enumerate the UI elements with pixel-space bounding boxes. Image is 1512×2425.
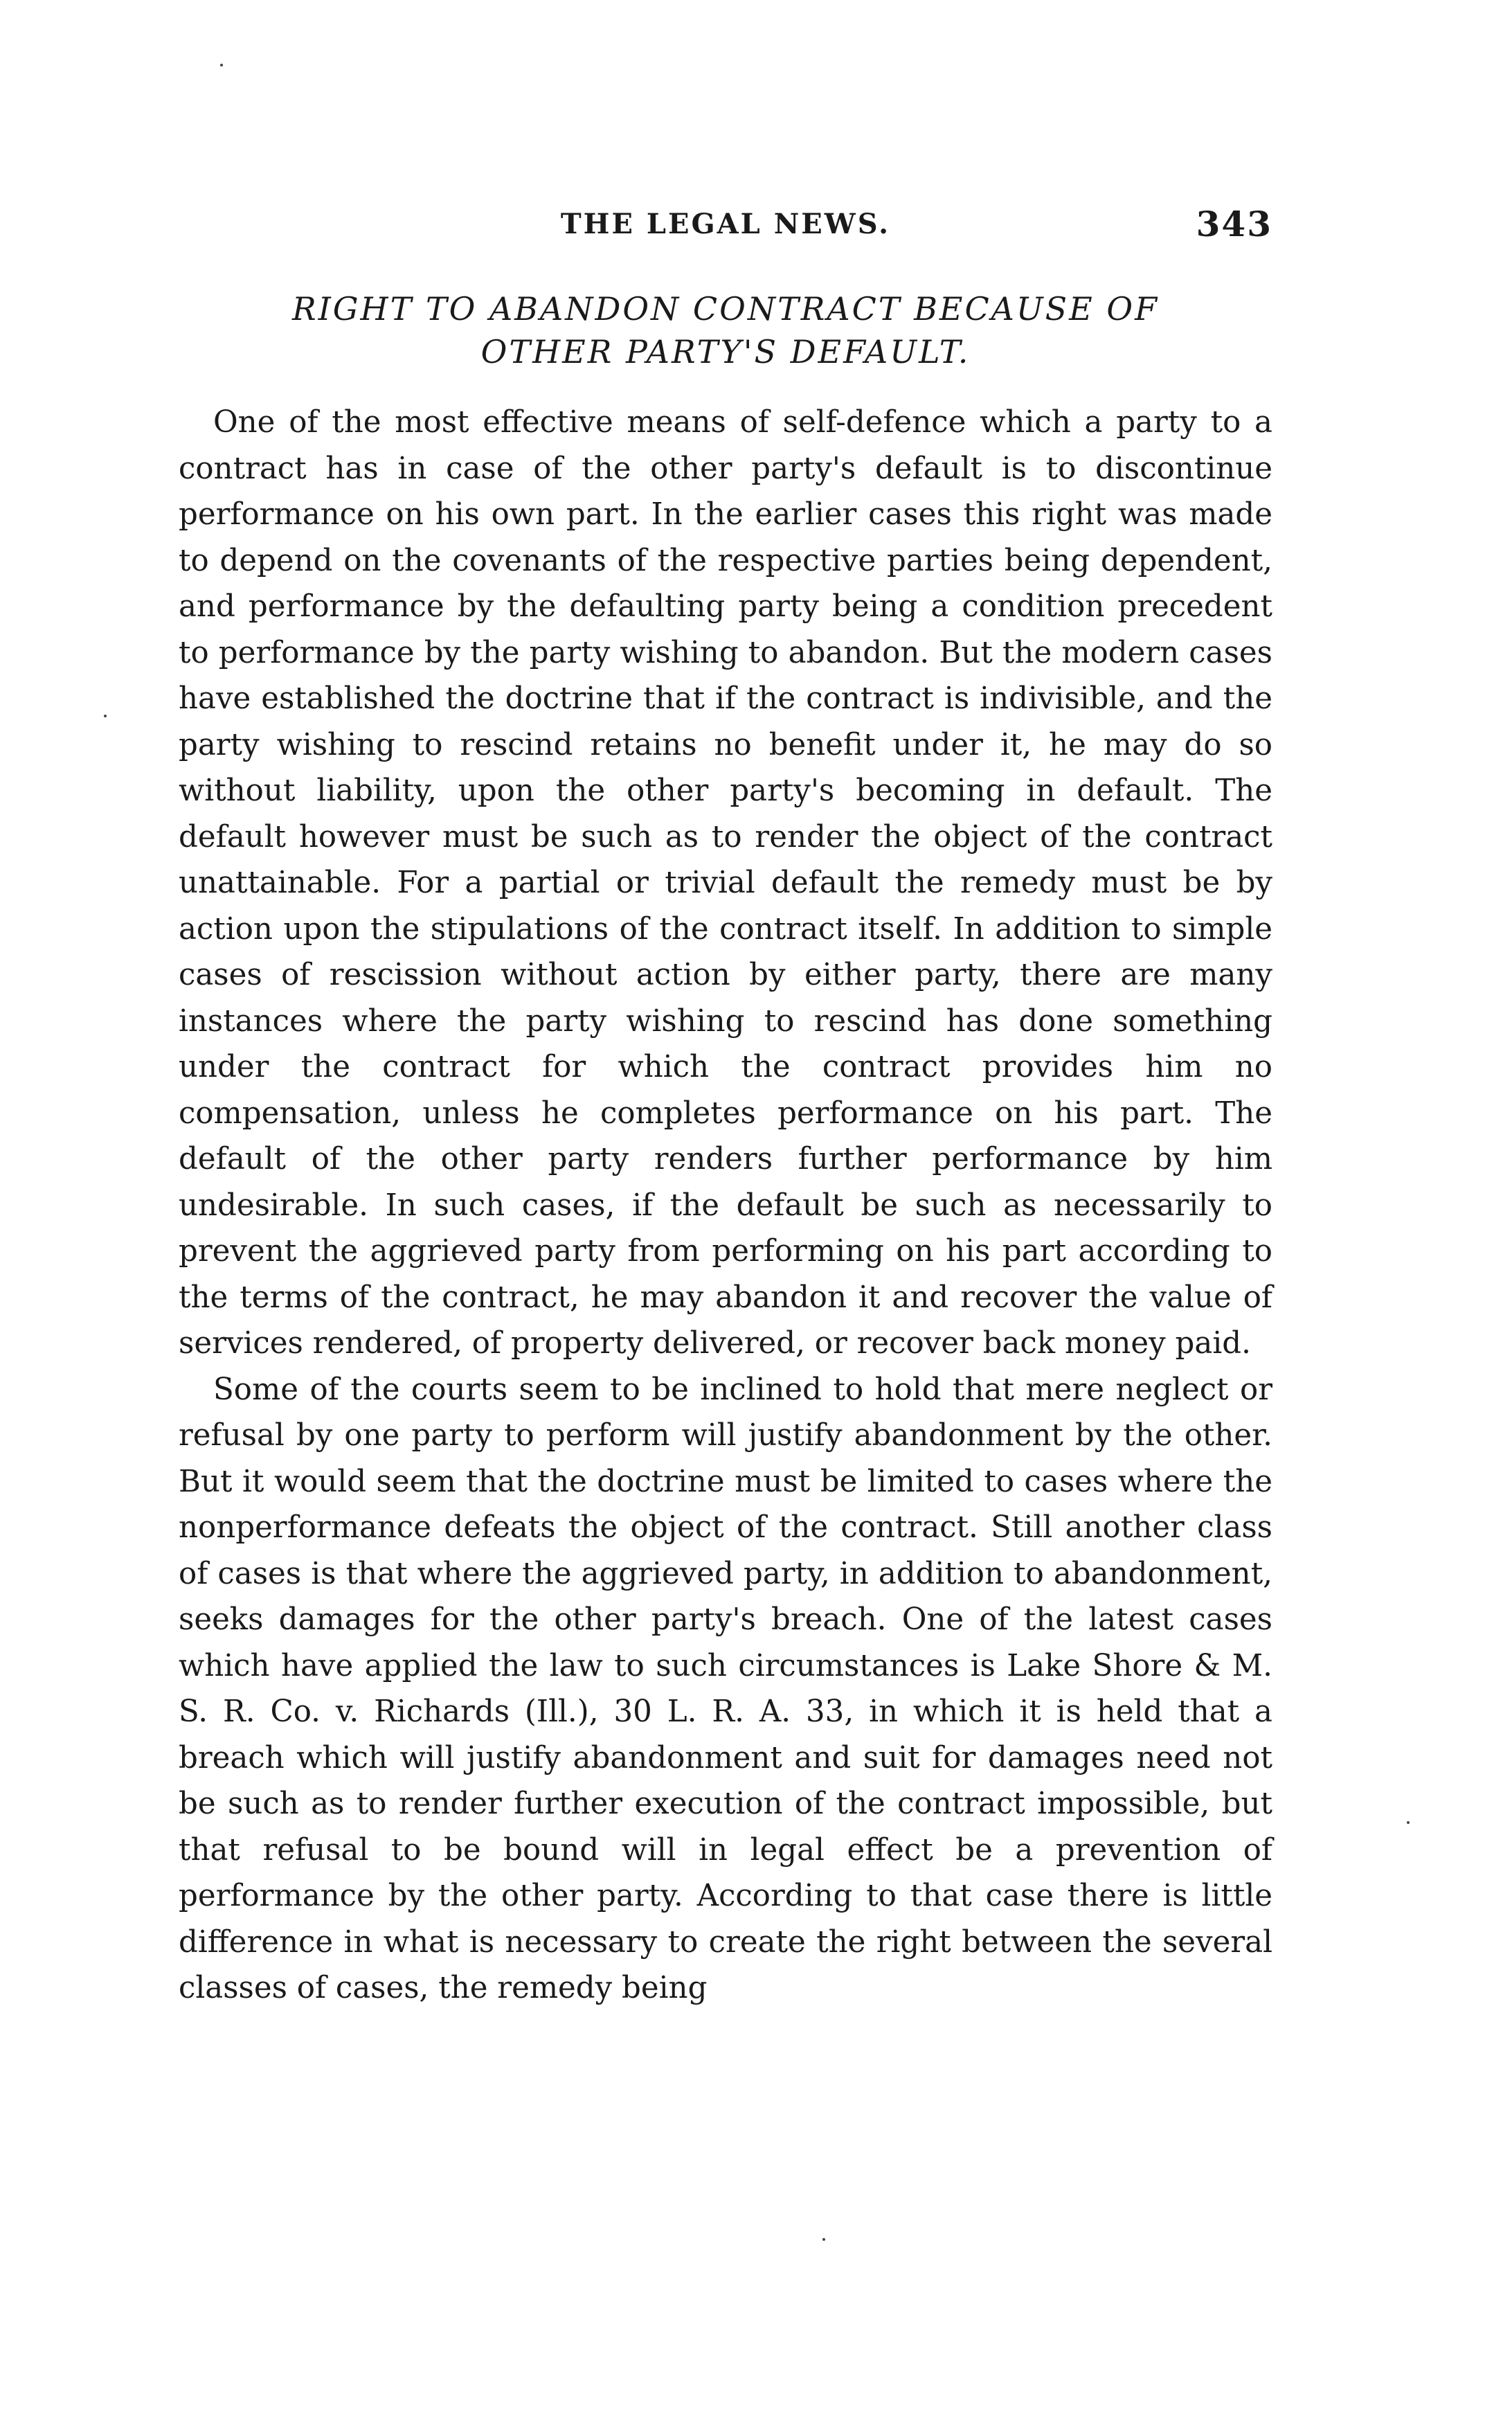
article-title-line-1: RIGHT TO ABANDON CONTRACT BECAUSE OF <box>291 290 1160 328</box>
paragraph-1: One of the most effective means of self-defence which a party to a contract has in case of the other party's default is to discontinue performance on his own part. In the earlier cases this right was made to depend on the covenants of the respective parties being dependent, and performance by the defaulting party being a condition precedent to performance by the party wishing to abandon. But the modern cases have established the doctrine that if the contract is indivisible, and the party wishing to rescind retains no benefit under it, he may do so without liability, upon the other party's becoming in default. The default however must be such as to render the object of the contract unattainable. For a partial or trivial default the remedy must be by action upon the stipulations of the contract itself. In addition to simple cases of rescission without action by either party, there are many instances where the party wishing to rescind has done something under the contract for which the contract provides him no compensation, unless he completes performance on his part. The default of the other party renders further performance by him undesirable. In such cases, if the default be such as necessarily to prevent the aggrieved party from performing on his part according to the terms of the contract, he may abandon it and recover the value of services rendered, of property delivered, or recover back money paid. <box>179 405 1272 1361</box>
ink-speck <box>104 715 107 717</box>
paragraph-2: Some of the courts seem to be inclined to hold that mere neglect or refusal by one party to perform will justify abandonment by the other. But it would seem that the doctrine must be limited to cases where the nonperformance defeats the object of the contract. Still another class of cases is that where the aggrieved party, in addition to abandonment, seeks damages for the other party's breach. One of the latest cases which have applied the law to such circumstances is Lake Shore & M. S. R. Co. v. Richards (Ill.), 30 L. R. A. 33, in which it is held that a breach which will justify abandonment and suit for damages need not be such as to render further execution of the contract impossible, but that refusal to be bound will in legal effect be a prevention of performance by the other party. According to that case there is little difference in what is necessary to create the right between the several classes of cases, the remedy being <box>179 1372 1272 2005</box>
page-number: 343 <box>1196 204 1272 244</box>
article-title-line-2: OTHER PARTY'S DEFAULT. <box>480 333 971 370</box>
running-head <box>179 204 1272 256</box>
book-page <box>179 204 1272 2012</box>
article-title <box>179 287 1272 373</box>
ink-speck <box>1407 1821 1410 1824</box>
journal-title: THE LEGAL NEWS. <box>560 208 891 240</box>
ink-speck <box>822 2238 825 2241</box>
ink-speck <box>220 64 223 66</box>
